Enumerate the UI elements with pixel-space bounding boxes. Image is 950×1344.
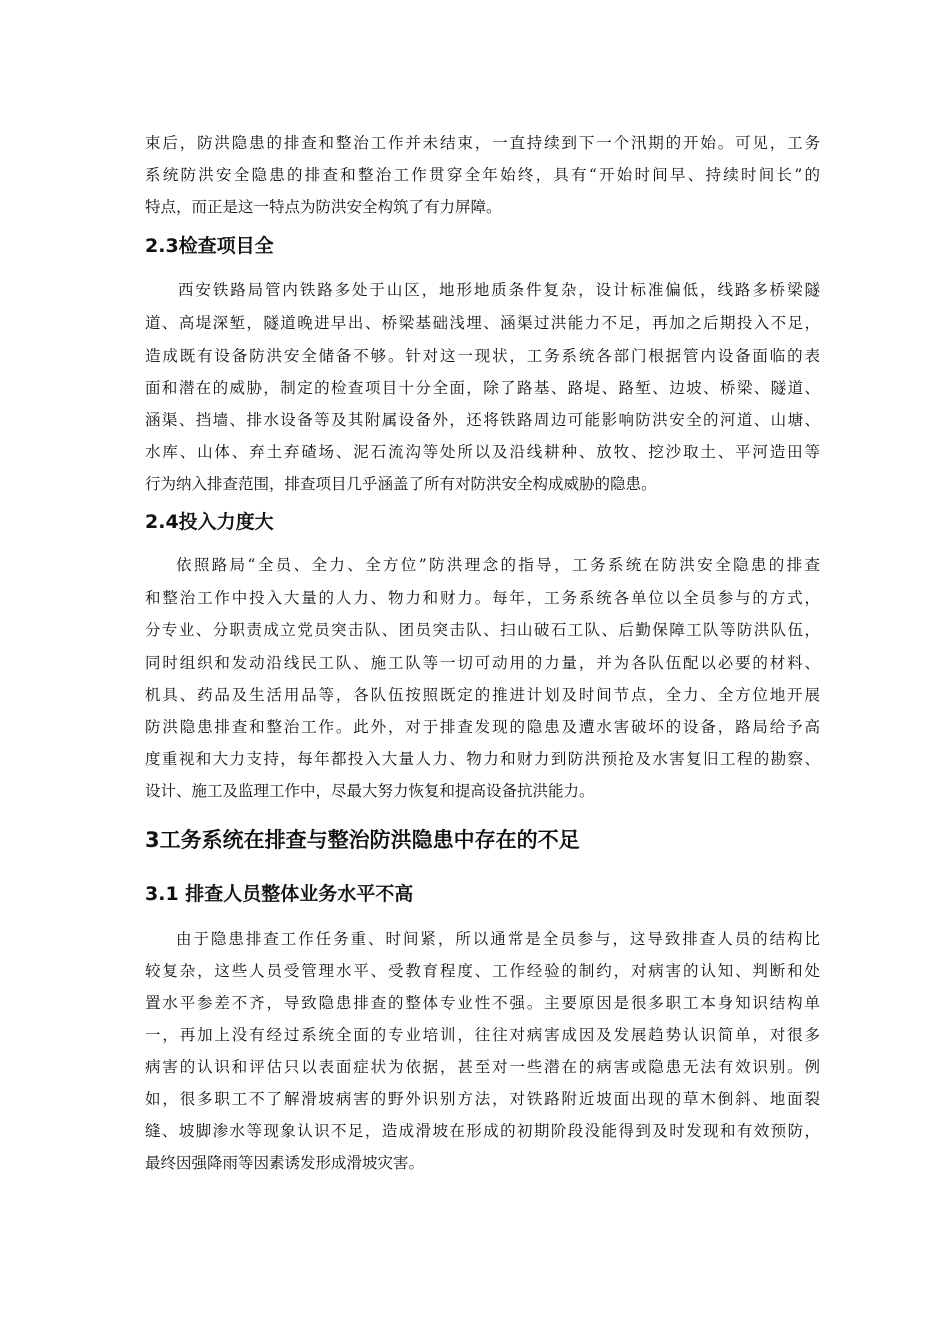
paragraph-line: 最终因强降雨等因素诱发形成滑坡灾害。 [145, 1154, 425, 1172]
paragraph-line: 水库、山体、弃土弃碴场、泥石流沟等处所以及沿线耕种、放牧、挖沙取土、平河造田等 [145, 443, 820, 461]
paragraph-line: 防洪隐患排查和整治工作。此外，对于排查发现的隐患及遭水害破坏的设备，路局给予高 [145, 718, 820, 736]
section-heading-3-1: 3.1 排查人员整体业务水平不高 [145, 883, 414, 905]
paragraph-line: 同时组织和发动沿线民工队、施工队等一切可动用的力量，并为各队伍配以必要的材料、 [145, 654, 820, 672]
paragraph-line: 病害的认识和评估只以表面症状为依据，甚至对一些潜在的病害或隐患无法有效识别。例 [145, 1058, 820, 1076]
paragraph-line: 设计、施工及监理工作中，尽最大努力恢复和提高设备抗洪能力。 [145, 782, 595, 800]
paragraph-line: 道、高堤深堑，隧道晚进早出、桥梁基础浅埋、涵渠过洪能力不足，再加之后期投入不足， [145, 314, 820, 332]
paragraph-line: 一，再加上没有经过系统全面的专业培训，往往对病害成因及发展趋势认识简单，对很多 [145, 1026, 820, 1044]
paragraph-line: 和整治工作中投入大量的人力、物力和财力。每年，工务系统各单位以全员参与的方式， [145, 589, 820, 607]
chapter-heading-3: 3工务系统在排查与整治防洪隐患中存在的不足 [145, 828, 580, 852]
paragraph-line: 度重视和大力支持，每年都投入大量人力、物力和财力到防洪预抢及水害复旧工程的勘察、 [145, 750, 820, 768]
paragraph-line: 西安铁路局管内铁路多处于山区，地形地质条件复杂，设计标准偏低，线路多桥梁隧 [178, 281, 820, 299]
section-heading-2-3: 2.3检查项目全 [145, 235, 274, 257]
paragraph-line: 置水平参差不齐，导致隐患排查的整体专业性不强。主要原因是很多职工本身知识结构单 [145, 994, 820, 1012]
section-heading-2-4: 2.4投入力度大 [145, 511, 274, 533]
paragraph-line: 涵渠、挡墙、排水设备等及其附属设备外，还将铁路周边可能影响防洪安全的河道、山塘、 [145, 411, 820, 429]
paragraph-line: 行为纳入排查范围，排查项目几乎涵盖了所有对防洪安全构成威胁的隐患。 [145, 475, 657, 493]
intro-line: 系统防洪安全隐患的排查和整治工作贯穿全年始终，具有“开始时间早、持续时间长”的 [145, 166, 820, 184]
paragraph-line: 缝、坡脚渗水等现象认识不足，造成滑坡在形成的初期阶段没能得到及时发现和有效预防， [145, 1122, 820, 1140]
paragraph-line: 面和潜在的威胁，制定的检查项目十分全面，除了路基、路堤、路堑、边坡、桥梁、隧道、 [145, 379, 820, 397]
paragraph-line: 机具、药品及生活用品等，各队伍按照既定的推进计划及时间节点，全力、全方位地开展 [145, 686, 820, 704]
intro-line: 特点，而正是这一特点为防洪安全构筑了有力屏障。 [145, 198, 502, 216]
paragraph-line: 由于隐患排查工作任务重、时间紧，所以通常是全员参与，这导致排查人员的结构比 [176, 930, 820, 948]
paragraph-line: 分专业、分职责成立党员突击队、团员突击队、扫山破石工队、后勤保障工队等防洪队伍， [145, 621, 820, 639]
intro-line: 束后，防洪隐患的排查和整治工作并未结束，一直持续到下一个汛期的开始。可见，工务 [145, 134, 820, 152]
paragraph-line: 如，很多职工不了解滑坡病害的野外识别方法，对铁路附近坡面出现的草木倒斜、地面裂 [145, 1090, 820, 1108]
paragraph-line: 较复杂，这些人员受管理水平、受教育程度、工作经验的制约，对病害的认知、判断和处 [145, 962, 820, 980]
paragraph-line: 造成既有设备防洪安全储备不够。针对这一现状，工务系统各部门根据管内设备面临的表 [145, 347, 820, 365]
paragraph-line: 依照路局“全员、全力、全方位”防洪理念的指导，工务系统在防洪安全隐患的排查 [176, 556, 820, 574]
